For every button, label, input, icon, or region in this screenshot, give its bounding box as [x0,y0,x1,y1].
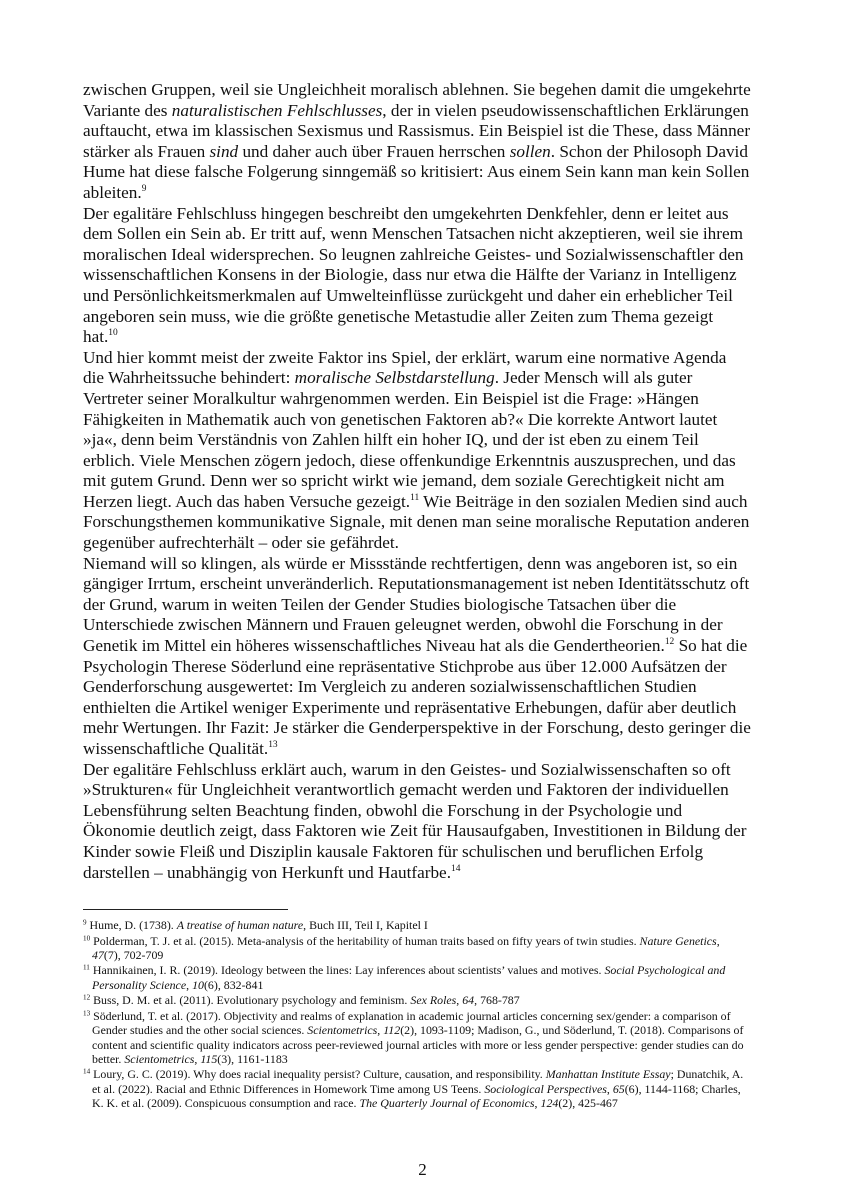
footnote-ref: 13 [268,739,278,750]
text-run: , der in vielen pseudowissenschaftlichen Erklärungen auftaucht, etwa im klassischen Sexismus und Rassismus. Ein Beispiel ist die These, dass Männer stärker als Frauen [83,100,751,161]
citation-italic: A treatise of human nature [176,918,304,932]
text-run: So hat die Psychologin Therese Söderlund eine repräsentative Stichprobe aus über 12.000 Aufsätzen der Genderforschung ausgewertet: Im Vergleich zu anderen sozialwissenschaftlichen Studien enthielten die Artikel weniger Experimente und repräsentative Erhebungen, dafür aber deutlich mehr Wertungen. Ihr Fazit: Je stärker die Genderperspektive in der Forschung, desto geringer die wissenschaftliche Qualität. [83,636,751,758]
text-run: und daher auch über Frauen herrschen [238,141,510,161]
citation-italic: Sex Roles [410,993,457,1008]
emphasis-text: sollen [509,141,551,161]
body-paragraph [83,348,751,554]
citation-text: (3), 1161-1183 [217,1051,288,1066]
footnote-number: 11 [83,964,90,973]
footnote-ref: 12 [664,636,675,647]
text-run: Der egalitäre Fehlschluss hingegen beschreibt den umgekehrten Denkfehler, denn er leitet aus dem Sollen ein Sein ab. Er tritt auf, wenn Menschen Tatsachen nicht akzeptieren, weil sie ihrem moralischen Ideal widersprechen. So leugnen zahlreiche Geistes- und Sozialwissenschaftler den wissenschaftlichen Konsens in der Biologie, dass nur etwa die Hälfte der Varianz in Intelligenz und Persönlichkeitsmerkmalen auf Umwelteinflüsse zurückgeht und daher ein erheblicher Teil angeboren sein muss, wie die größte genetische Metastudie aller Zeiten zum Thema gezeigt hat. [83,203,744,347]
citation-italic: 124 [540,1096,559,1111]
citation-text: (6), 832-841 [203,977,264,992]
text-run: . Jeder Mensch will als guter Vertreter seiner Moralkultur wahrgenommen werden. Ein Beispiel ist die Frage: »Hängen Fähigkeiten in Mathematik auch von genetischen Faktoren ab?« Die korrekte Antwort lautet »ja«, denn beim Verständnis von Zahlen hilft ein hoher IQ, und der ist eben zu einem Teil erblich. Viele Menschen zögern jedoch, diese offenkundige Erkenntnis auszusprechen, und das mit gutem Grund. Denn wer so spricht wirkt wie jemand, dem soziale Gerechtigkeit nicht am Herzen liegt. Auch das haben Versuche gezeigt. [83,368,736,511]
citation-text: Loury, G. C. (2019). Why does racial inequality persist? Culture, causation, and responsibility. [93,1067,546,1082]
body-paragraph [83,80,751,204]
text-run: Der egalitäre Fehlschluss erklärt auch, warum in den Geistes- und Sozialwissenschaften so oft »Strukturen« für Ungleichheit verantwortlich gemacht werden und Faktoren der individuellen Lebensführung selten Beachtung finden, obwohl die Forschung in der Psychologie und Ökonomie deutlich zeigt, dass Faktoren wie Zeit für Hausaufgaben, Investitionen in Bildung der Kinder sowie Fleiß und Disziplin kausale Faktoren für schulischen und beruflichen Erfolg darstellen – unabhängig von Herkunft und Hautfarbe. [83,759,747,882]
emphasis-text: naturalistischen Fehlschlusses [171,100,383,120]
citation-text: , [456,993,463,1008]
citation-text: , [377,1023,384,1038]
citation-text: Hannikainen, I. R. (2019). Ideology between the lines: Lay inferences about scientists’ values and motives. [92,963,605,978]
citation-italic: 47 [92,947,104,962]
footnote-number: 13 [83,1009,91,1018]
footnote [83,963,751,992]
citation-text: , [534,1096,541,1111]
citation-italic: The Quarterly Journal of Economics [359,1096,535,1111]
footnotes [83,918,751,1112]
text-run: Wie Beiträge in den sozialen Medien sind auch Forschungsthemen kommunikative Signale, mit denen man seine moralische Reputation anderen gegenüber aufrechterhält – oder sie gefährdet. [83,491,750,553]
citation-italic: 112 [383,1023,401,1038]
citation-text: (2), 425-467 [558,1096,618,1111]
footnote [83,1009,751,1066]
footnote-separator [83,909,288,910]
citation-italic: Manhattan Institute Essay [545,1067,671,1082]
citation-text: Hume, D. (1738). [89,918,177,932]
citation-text: , Buch III, Teil I, Kapitel I [303,918,428,932]
footnote-number: 10 [83,934,91,943]
citation-text: Polderman, T. J. et al. (2015). Meta-analysis of the heritability of human traits based on fifty years of twin studies. [93,933,640,948]
footnote [83,1067,751,1110]
text-run: Und hier kommt meist der zweite Faktor ins Spiel, der erklärt, warum eine normative Agenda die Wahrheitssuche behindert: [83,347,727,388]
footnote-ref: 10 [108,328,118,339]
footnote-ref: 9 [141,183,147,194]
text-run: . Schon der Philosoph David Hume hat diese falsche Folgerung sinngemäß so kritisiert: Aus einem Sein kann man kein Sollen ableiten. [83,141,750,202]
text-run: Niemand will so klingen, als würde er Missstände rechtfertigen, denn was angeboren ist, so ein gängiger Irrtum, erscheint unveränderlich. Reputationsmanagement ist neben Identitätsschutz oft der Grund, warum in weiten Teilen der Gender Studies biologische Tatsachen über die Unterschiede zwischen Männern und Frauen geleugnet werden, obwohl die Forschung in der Genetik im Mittel ein höheres wissenschaftliches Niveau hat als die Gendertheorien. [83,553,750,656]
footnote-number: 12 [83,994,91,1003]
citation-italic: Scientometrics [124,1051,195,1066]
citation-text: (2), 1093-1109; Madison, G., und Söderlund, T. (2018). Comparisons of content and scientific quality indicators across peer-reviewed journal articles with more or less gender perspective: gender studies can do better. [92,1023,744,1066]
footnote [83,934,751,963]
footnote-ref: 14 [451,863,461,874]
citation-text: , [186,977,193,992]
citation-text: , [716,933,720,948]
citation-italic: 64 [462,993,475,1008]
footnote-number: 14 [83,1068,91,1077]
citation-italic: Scientometrics [307,1023,378,1038]
page-number: 2 [418,1160,427,1179]
footnote-ref: 11 [410,492,420,503]
citation-text: (7), 702-709 [103,947,164,962]
body-paragraph [83,204,751,348]
citation-italic: 10 [192,977,204,992]
citation-text: Söderlund, T. et al. (2017). Objectivity and realms of explanation in academic journal articles concerning sex/gender: a comparison of Gender studies and the other social sciences. [92,1008,731,1038]
body-text [83,80,751,883]
body-paragraph [83,760,751,884]
citation-text: , [606,1081,613,1096]
emphasis-text: sind [209,141,239,161]
citation-text: Buss, D. M. et al. (2011). Evolutionary psychology and feminism. [93,993,411,1008]
footnote [83,993,751,1007]
citation-text: ; Dunatchik, A. et al. (2022). Racial and Ethnic Differences in Homework Time among US Teens. [92,1067,744,1096]
footnote-number: 9 [83,918,87,927]
citation-italic: Social Psychological and Personality Science [92,963,726,992]
citation-text: , [194,1051,201,1066]
footnote [83,918,751,932]
citation-italic: 65 [612,1081,625,1096]
citation-italic: Sociological Perspectives [484,1081,607,1096]
citation-text: (6), 1144-1168; Charles, K. K. et al. (2009). Conspicuous consumption and race. [92,1081,741,1111]
emphasis-text: moralische Selbstdarstellung [294,368,495,388]
body-paragraph [83,554,751,760]
citation-italic: 115 [200,1051,218,1066]
citation-italic: Nature Genetics [639,933,717,948]
citation-text: , 768-787 [474,993,520,1008]
text-run: zwischen Gruppen, weil sie Ungleichheit moralisch ablehnen. Sie begehen damit die umgekehrte Variante des [83,80,751,120]
